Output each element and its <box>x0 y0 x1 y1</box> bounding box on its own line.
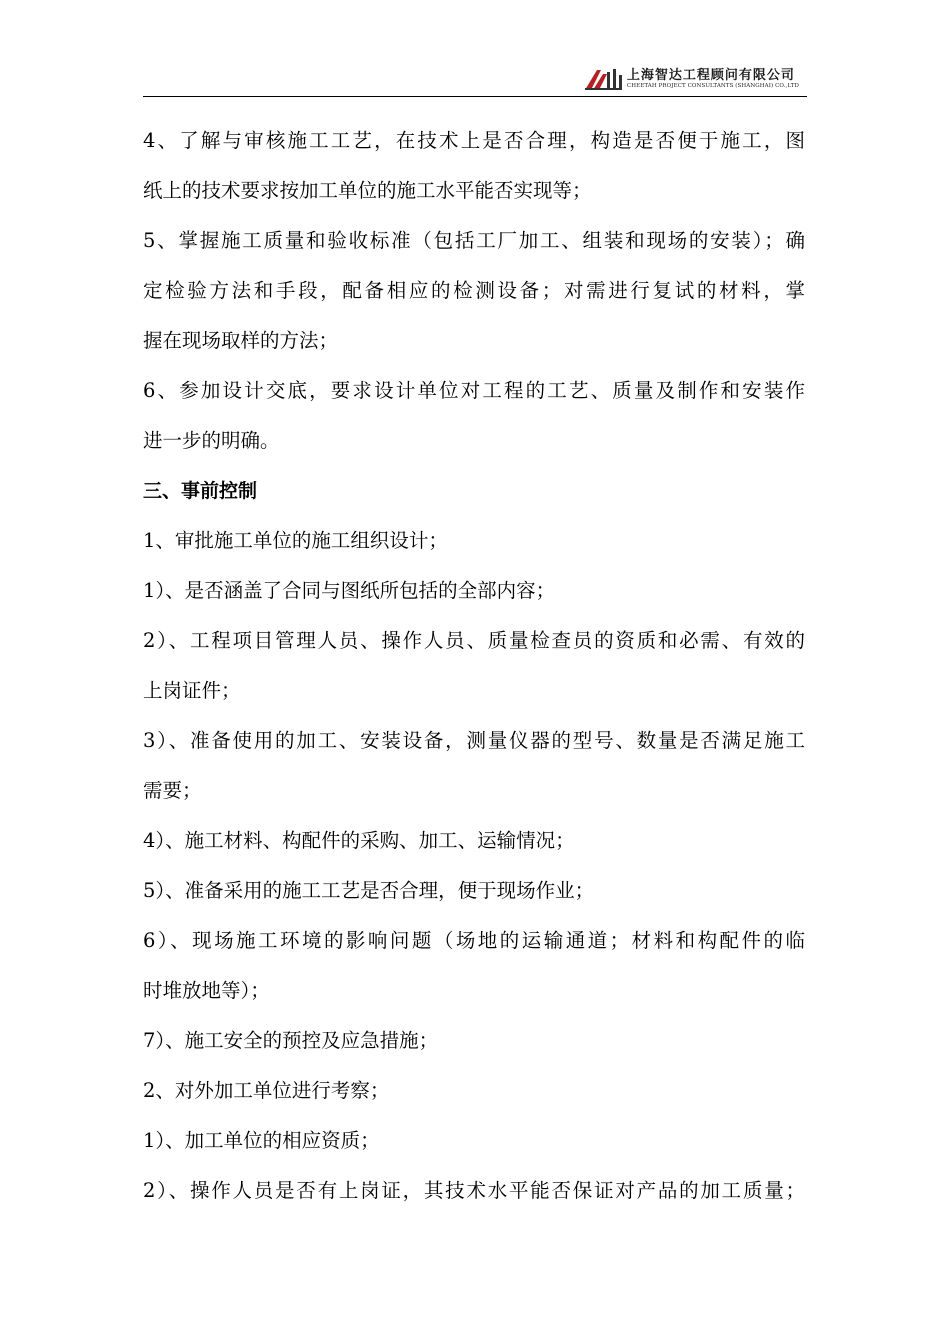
text-line: 进一步的明确。 <box>143 429 280 452</box>
cheetah-logo-icon <box>583 66 623 92</box>
company-logo <box>583 66 799 92</box>
text-line: 6）、现场施工环境的影响问题（场地的运输通道；材料和构配件的临 <box>143 929 805 952</box>
company-name-cn: 上海智达工程顾问有限公司 <box>626 68 795 83</box>
text-line: 7）、施工安全的预控及应急措施； <box>143 1029 439 1052</box>
text-line: 1）、是否涵盖了合同与图纸所包括的全部内容； <box>143 579 556 602</box>
text-line: 5、掌握施工质量和验收标准（包括工厂加工、组装和现场的安装）；确 <box>143 229 805 252</box>
text-line: 需要； <box>143 779 202 802</box>
company-name-en: CHEETAH PROJECT CONSULTANTS (SHANGHAI) CO.,LTD <box>626 83 799 89</box>
text-line: 纸上的技术要求按加工单位的施工水平能否实现等； <box>143 179 592 202</box>
page-header <box>143 64 807 97</box>
text-line: 3）、准备使用的加工、安装设备，测量仪器的型号、数量是否满足施工 <box>143 729 805 752</box>
text-line: 6、参加设计交底，要求设计单位对工程的工艺、质量及制作和安装作 <box>143 379 805 402</box>
text-line: 2）、工程项目管理人员、操作人员、质量检查员的资质和必需、有效的 <box>143 629 805 652</box>
text-line: 2）、操作人员是否有上岗证，其技术水平能否保证对产品的加工质量； <box>143 1179 805 1202</box>
text-line: 5）、准备采用的施工工艺是否合理，便于现场作业； <box>143 879 595 902</box>
section-heading: 三、事前控制 <box>143 480 258 502</box>
text-line: 握在现场取样的方法； <box>143 329 339 352</box>
text-line: 2、对外加工单位进行考察； <box>143 1079 390 1102</box>
text-line: 上岗证件； <box>143 679 241 702</box>
text-line: 4）、施工材料、构配件的采购、加工、运输情况； <box>143 829 575 852</box>
text-line: 时堆放地等）； <box>143 979 270 1002</box>
document-body <box>143 116 808 1216</box>
text-line: 1）、加工单位的相应资质； <box>143 1129 380 1152</box>
text-line: 4、了解与审核施工工艺，在技术上是否合理，构造是否便于施工，图 <box>143 129 805 152</box>
text-line: 定检验方法和手段，配备相应的检测设备；对需进行复试的材料，掌 <box>143 279 805 302</box>
text-line: 1、审批施工单位的施工组织设计； <box>143 529 448 552</box>
